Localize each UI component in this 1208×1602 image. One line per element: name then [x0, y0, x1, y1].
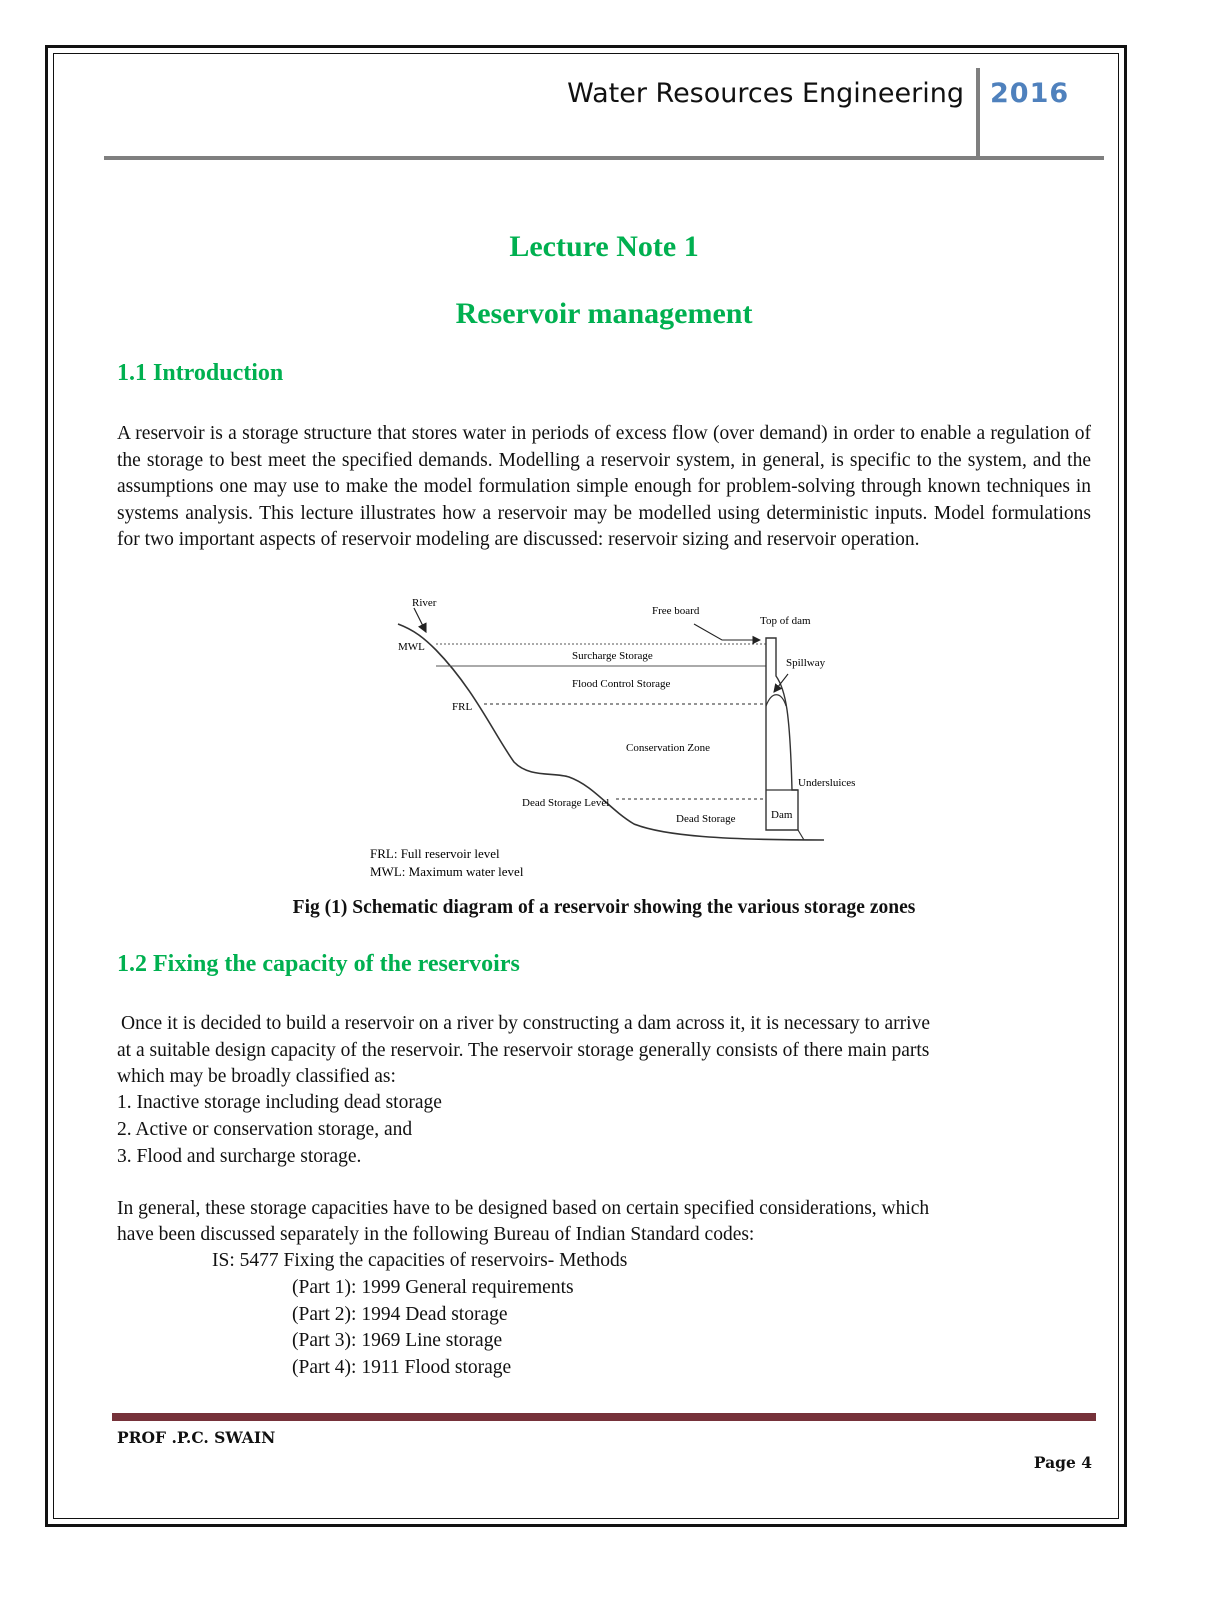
code-part: (Part 1): 1999 General requirements: [292, 1277, 574, 1298]
lecture-subtitle: Reservoir management: [455, 297, 753, 330]
river-arrow: [414, 608, 426, 632]
label-dead-storage: Dead Storage: [676, 813, 736, 825]
free-board-arrow: [694, 624, 760, 640]
code-part: (Part 4): 1911 Flood storage: [292, 1357, 512, 1378]
standards-paragraph-line: have been discussed separately in the following Bureau of Indian Standard codes:: [117, 1224, 755, 1245]
storage-list-item: 3. Flood and surcharge storage.: [117, 1146, 362, 1167]
capacity-paragraph-line: at a suitable design capacity of the reservoir. The reservoir storage generally consists of there main parts: [117, 1040, 930, 1061]
header-title: Water Resources Engineering: [567, 78, 964, 109]
label-conservation-zone: Conservation Zone: [626, 742, 711, 754]
label-frl: FRL: [452, 701, 473, 713]
code-title: IS: 5477 Fixing the capacities of reservoirs- Methods: [212, 1250, 628, 1271]
capacity-paragraph-line: Once it is decided to build a reservoir on a river by constructing a dam across it, it is necessary to arrive: [121, 1013, 930, 1034]
lecture-title: Lecture Note 1: [509, 230, 699, 263]
introduction-paragraph: A reservoir is a storage structure that stores water in periods of excess flow (over demand) in order to enable a regulation of the storage to best meet the specified demands. Modelling a reservoir system, in general, is specific to the system, and the assumptions one may use to make the model formulation simple enough for problem-solving through known techniques in systems analysis. This lecture illustrates how a reservoir may be modelled using deterministic inputs. Model formulations for two important aspects of reservoir modeling are discussed: reservoir sizing and reservoir operation.: [117, 423, 1091, 550]
footer-rule: [112, 1413, 1096, 1421]
storage-list-item: 1. Inactive storage including dead storage: [117, 1092, 442, 1113]
footer-author: PROF .P.C. SWAIN: [117, 1428, 276, 1447]
label-flood-control-storage: Flood Control Storage: [572, 678, 671, 690]
section-heading-introduction: 1.1 Introduction: [117, 360, 284, 386]
label-spillway: Spillway: [786, 657, 826, 669]
header-divider-horizontal: [104, 156, 1104, 160]
header-year: 2016: [990, 78, 1070, 109]
storage-list-item: 2. Active or conservation storage, and: [117, 1119, 413, 1140]
standards-paragraph-line: In general, these storage capacities have to be designed based on certain specified considerations, which: [117, 1198, 930, 1219]
page-number: Page 4: [1033, 1453, 1092, 1472]
label-free-board: Free board: [652, 605, 700, 617]
label-undersluices: Undersluices: [798, 777, 856, 789]
label-surcharge-storage: Surcharge Storage: [572, 650, 653, 662]
label-dead-storage-level: Dead Storage Level: [522, 797, 610, 809]
label-top-of-dam: Top of dam: [760, 615, 811, 627]
capacity-paragraph-line: which may be broadly classified as:: [117, 1066, 396, 1087]
code-part: (Part 2): 1994 Dead storage: [292, 1304, 508, 1325]
figure-caption: Fig (1) Schematic diagram of a reservoir showing the various storage zones: [292, 897, 916, 918]
legend-frl: FRL: Full reservoir level: [370, 846, 500, 861]
label-river: River: [412, 597, 437, 609]
reservoir-diagram: [370, 594, 864, 884]
code-part: (Part 3): 1969 Line storage: [292, 1330, 503, 1351]
legend-mwl: MWL: Maximum water level: [370, 864, 524, 879]
label-mwl: MWL: [398, 641, 425, 653]
header-divider-vertical: [976, 68, 980, 158]
section-heading-capacity: 1.2 Fixing the capacity of the reservoirs: [117, 951, 520, 977]
spillway-curve: [766, 695, 786, 706]
label-dam: Dam: [771, 809, 793, 821]
